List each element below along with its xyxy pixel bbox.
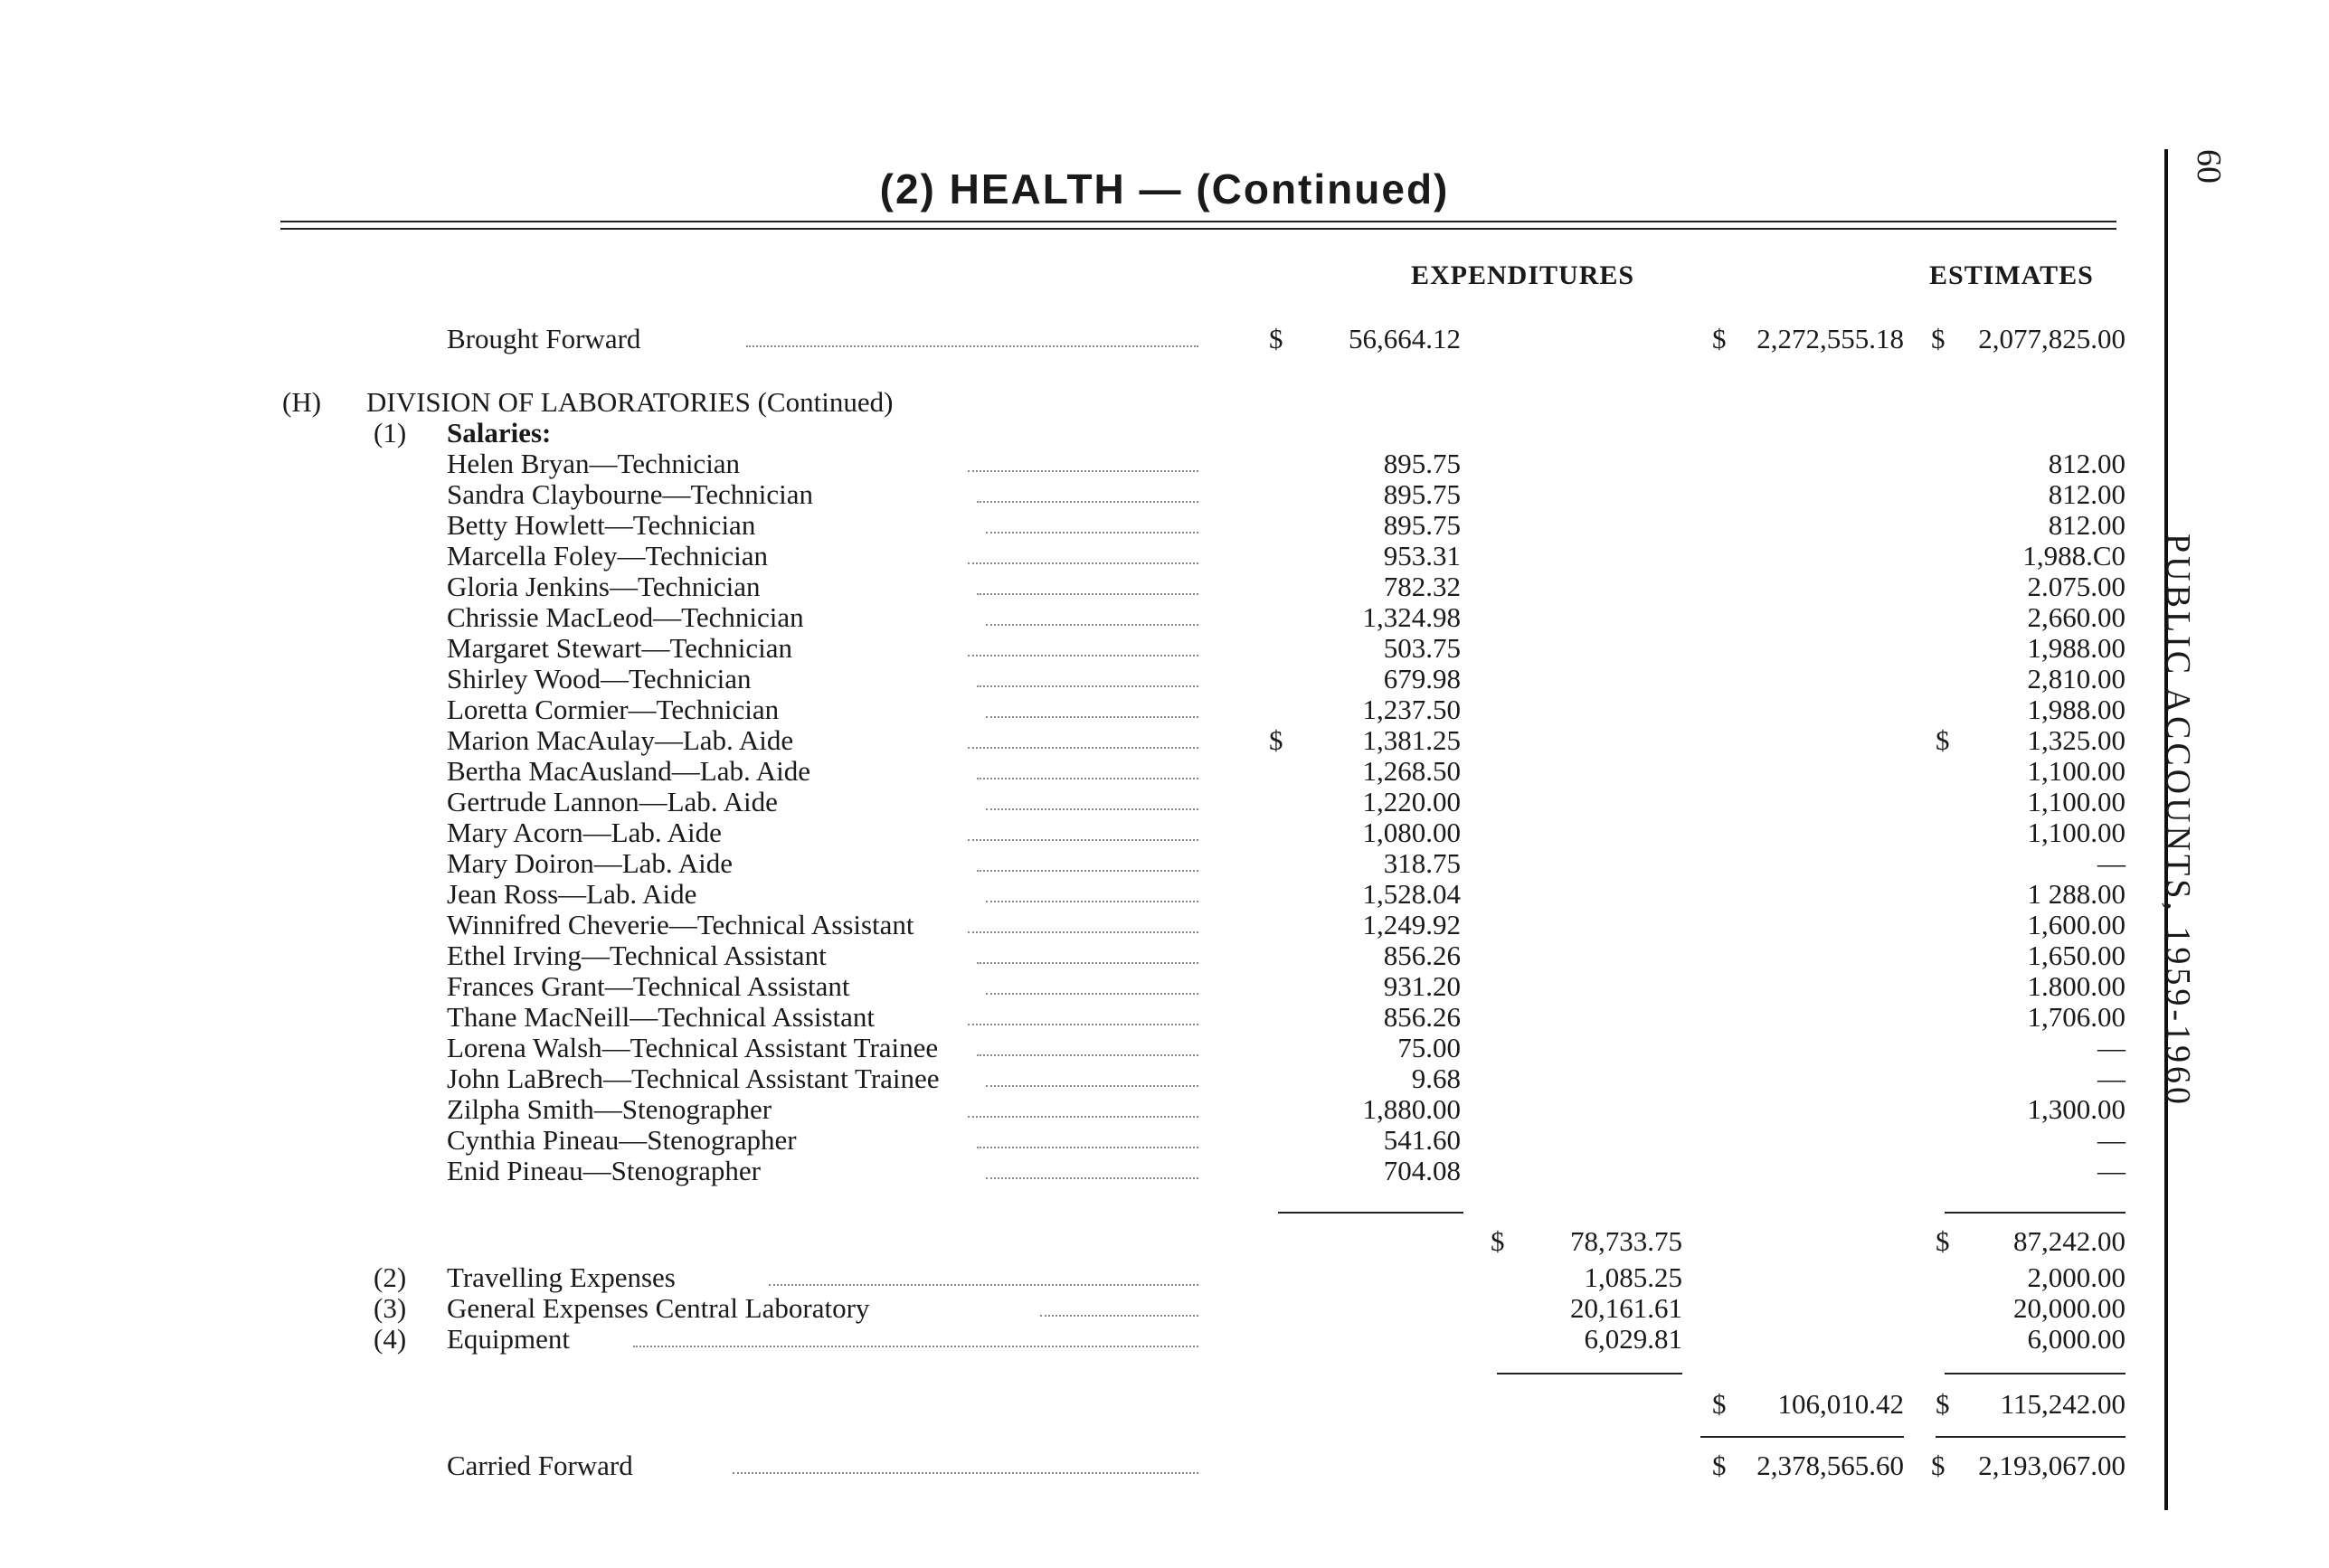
salary-expenditure: 9.68 xyxy=(1411,1063,1461,1094)
expenditure-total-rule xyxy=(1497,1373,1682,1374)
item-estimate: 2,000.00 xyxy=(2027,1261,2125,1293)
employee-name: Lorena Walsh—Technical Assistant Trainee xyxy=(447,1032,939,1063)
leader-dots xyxy=(968,1094,1198,1118)
salaries-heading-row xyxy=(0,418,2329,449)
salaries-total-expenditure: 78,733.75 xyxy=(1570,1225,1682,1257)
carried-forward-estimate-rule xyxy=(1936,1436,2125,1438)
division-total-expenditure: 106,010.42 xyxy=(1777,1388,1904,1420)
brought-forward-label: Brought Forward xyxy=(447,323,641,354)
page-title: (2) HEALTH — (Continued) xyxy=(879,165,1450,213)
title-rule-lower xyxy=(280,228,2116,230)
leader-dots xyxy=(977,756,1198,779)
salary-expenditure: 856.26 xyxy=(1383,940,1461,971)
employee-name: Winnifred Cheverie—Technical Assistant xyxy=(447,909,914,940)
carried-forward-estimate: 2,193,067.00 xyxy=(1978,1450,2125,1481)
leader-dots xyxy=(977,664,1198,687)
employee-name: Margaret Stewart—Technician xyxy=(447,632,793,664)
employee-name: Loretta Cormier—Technician xyxy=(447,694,780,725)
item-estimate: 6,000.00 xyxy=(2027,1323,2125,1355)
division-marker: (H) xyxy=(282,386,322,418)
leader-dots xyxy=(977,1033,1198,1056)
employee-name: Shirley Wood—Technician xyxy=(447,663,752,694)
table-row xyxy=(0,787,2329,817)
employee-name: Frances Grant—Technical Assistant xyxy=(447,970,850,1002)
leader-dots xyxy=(968,910,1198,933)
salary-estimate: 2.075.00 xyxy=(2027,571,2125,602)
currency-sign: $ xyxy=(1936,724,1950,756)
currency-sign: $ xyxy=(1269,323,1283,354)
salary-expenditure: 895.75 xyxy=(1383,448,1461,479)
currency-sign: $ xyxy=(1269,724,1283,756)
table-row xyxy=(0,848,2329,879)
salary-expenditure: 1,249.92 xyxy=(1362,909,1461,940)
salary-estimate: 812.00 xyxy=(2048,509,2125,541)
salary-estimate: 1,325.00 xyxy=(2027,724,2125,756)
leader-dots xyxy=(968,633,1198,656)
expenditure-subtotal-rule xyxy=(1278,1212,1463,1214)
salaries-total-row xyxy=(0,1226,2329,1257)
employee-name: Mary Doiron—Lab. Aide xyxy=(447,847,733,879)
leader-dots xyxy=(746,324,1198,347)
currency-sign: $ xyxy=(1712,1450,1727,1481)
table-row xyxy=(0,817,2329,848)
salary-expenditure: 679.98 xyxy=(1383,663,1461,694)
item-marker: (4) xyxy=(374,1323,407,1355)
salary-expenditure: 318.75 xyxy=(1383,847,1461,879)
salary-expenditure: 1,880.00 xyxy=(1362,1093,1461,1125)
table-row xyxy=(0,541,2329,571)
salary-expenditure: 1,080.00 xyxy=(1362,817,1461,848)
table-row xyxy=(0,910,2329,940)
salary-expenditure: 1,324.98 xyxy=(1362,601,1461,633)
table-row xyxy=(0,1293,2329,1324)
currency-sign: $ xyxy=(1712,1388,1727,1420)
salary-expenditure: 895.75 xyxy=(1383,478,1461,510)
running-header: PUBLIC ACCOUNTS, 1959-1960 xyxy=(2159,534,2197,1108)
table-row xyxy=(0,1033,2329,1063)
salary-estimate: 1,988.00 xyxy=(2027,632,2125,664)
employee-name: Gloria Jenkins—Technician xyxy=(447,571,761,602)
salaries-total-estimate: 87,242.00 xyxy=(2013,1225,2125,1257)
table-row xyxy=(0,756,2329,787)
table-row xyxy=(0,479,2329,510)
employee-name: Sandra Claybourne—Technician xyxy=(447,478,813,510)
leader-dots xyxy=(986,787,1198,810)
table-row xyxy=(0,1324,2329,1355)
title-rule-upper xyxy=(280,221,2116,222)
employee-name: Helen Bryan—Technician xyxy=(447,448,741,479)
table-row xyxy=(0,940,2329,971)
salary-expenditure: 895.75 xyxy=(1383,509,1461,541)
leader-dots xyxy=(986,879,1198,902)
leader-dots xyxy=(968,449,1198,472)
table-row xyxy=(0,449,2329,479)
table-row xyxy=(0,1262,2329,1293)
salary-estimate: 1,100.00 xyxy=(2027,817,2125,848)
salary-expenditure: 931.20 xyxy=(1383,970,1461,1002)
salary-expenditure: 1,268.50 xyxy=(1362,755,1461,787)
salary-estimate: — xyxy=(2097,1063,2125,1094)
salary-estimate: 812.00 xyxy=(2048,478,2125,510)
employee-name: Betty Howlett—Technician xyxy=(447,509,756,541)
salary-estimate: 1.800.00 xyxy=(2027,970,2125,1002)
leader-dots xyxy=(986,1063,1198,1087)
table-row xyxy=(0,1094,2329,1125)
salary-expenditure: 1,528.04 xyxy=(1362,878,1461,910)
salary-estimate: 1,988.C0 xyxy=(2022,540,2125,571)
expenditures-heading: EXPENDITURES xyxy=(1411,260,1635,290)
table-row xyxy=(0,694,2329,725)
division-title: DIVISION OF LABORATORIES (Continued) xyxy=(366,386,894,418)
salary-expenditure: 75.00 xyxy=(1397,1032,1461,1063)
salary-estimate: — xyxy=(2097,847,2125,879)
leader-dots xyxy=(986,694,1198,718)
currency-sign: $ xyxy=(1936,1225,1950,1257)
salary-estimate: 1,988.00 xyxy=(2027,694,2125,725)
leader-dots xyxy=(986,971,1198,995)
table-row xyxy=(0,1002,2329,1033)
item-marker: (2) xyxy=(374,1261,407,1293)
employee-name: Ethel Irving—Technical Assistant xyxy=(447,940,827,971)
employee-name: Thane MacNeill—Technical Assistant xyxy=(447,1001,876,1033)
item-marker: (3) xyxy=(374,1292,407,1324)
estimate-total-rule xyxy=(1945,1373,2125,1374)
item-label: General Expenses Central Laboratory xyxy=(447,1292,870,1324)
salary-estimate: 1,600.00 xyxy=(2027,909,2125,940)
brought-forward-row xyxy=(0,324,2329,354)
table-row xyxy=(0,1125,2329,1156)
item-label: Equipment xyxy=(447,1323,571,1355)
employee-name: Marion MacAulay—Lab. Aide xyxy=(447,724,794,756)
salary-estimate: 1,650.00 xyxy=(2027,940,2125,971)
carried-forward-total: 2,378,565.60 xyxy=(1756,1450,1904,1481)
employee-name: John LaBrech—Technical Assistant Trainee xyxy=(447,1063,940,1094)
table-row xyxy=(0,602,2329,633)
leader-dots xyxy=(733,1450,1198,1474)
salary-expenditure: 1,220.00 xyxy=(1362,786,1461,817)
brought-forward-estimate: 2,077,825.00 xyxy=(1978,323,2125,354)
salary-expenditure: 1,381.25 xyxy=(1362,724,1461,756)
brought-forward-total: 2,272,555.18 xyxy=(1756,323,1904,354)
leader-dots xyxy=(977,940,1198,964)
employee-name: Gertrude Lannon—Lab. Aide xyxy=(447,786,778,817)
table-row xyxy=(0,510,2329,541)
salary-expenditure: 856.26 xyxy=(1383,1001,1461,1033)
salary-estimate: — xyxy=(2097,1032,2125,1063)
leader-dots xyxy=(968,817,1198,841)
leader-dots xyxy=(986,602,1198,626)
salary-estimate: 2,660.00 xyxy=(2027,601,2125,633)
employee-name: Cynthia Pineau—Stenographer xyxy=(447,1124,797,1156)
item-expenditure: 20,161.61 xyxy=(1570,1292,1682,1324)
table-row xyxy=(0,571,2329,602)
division-total-row xyxy=(0,1389,2329,1420)
estimates-heading: ESTIMATES xyxy=(1929,260,2094,290)
table-row xyxy=(0,633,2329,664)
salary-estimate: 1 288.00 xyxy=(2027,878,2125,910)
carried-forward-label: Carried Forward xyxy=(447,1450,633,1481)
table-row xyxy=(0,971,2329,1002)
leader-dots xyxy=(977,571,1198,595)
currency-sign: $ xyxy=(1931,1450,1946,1481)
table-row xyxy=(0,1156,2329,1186)
leader-dots xyxy=(977,1125,1198,1148)
item-expenditure: 6,029.81 xyxy=(1584,1323,1682,1355)
salary-estimate: — xyxy=(2097,1124,2125,1156)
salaries-label: Salaries: xyxy=(447,417,552,449)
leader-dots xyxy=(769,1262,1198,1286)
carried-forward-row xyxy=(0,1450,2329,1481)
division-heading-row xyxy=(0,387,2329,418)
currency-sign: $ xyxy=(1936,1388,1950,1420)
salary-expenditure: 503.75 xyxy=(1383,632,1461,664)
employee-name: Zilpha Smith—Stenographer xyxy=(447,1093,772,1125)
salary-estimate: 1,300.00 xyxy=(2027,1093,2125,1125)
leader-dots xyxy=(968,541,1198,564)
employee-name: Chrissie MacLeod—Technician xyxy=(447,601,804,633)
employee-name: Mary Acorn—Lab. Aide xyxy=(447,817,722,848)
employee-name: Jean Ross—Lab. Aide xyxy=(447,878,697,910)
salary-estimate: — xyxy=(2097,1155,2125,1186)
salary-expenditure: 541.60 xyxy=(1383,1124,1461,1156)
table-row xyxy=(0,879,2329,910)
item-expenditure: 1,085.25 xyxy=(1584,1261,1682,1293)
salary-expenditure: 1,237.50 xyxy=(1362,694,1461,725)
leader-dots xyxy=(968,1002,1198,1025)
leader-dots xyxy=(1040,1293,1198,1317)
leader-dots xyxy=(968,725,1198,749)
item-estimate: 20,000.00 xyxy=(2013,1292,2125,1324)
item-label: Travelling Expenses xyxy=(447,1261,676,1293)
salaries-marker: (1) xyxy=(374,417,407,449)
estimate-subtotal-rule xyxy=(1945,1212,2125,1214)
employee-name: Enid Pineau—Stenographer xyxy=(447,1155,761,1186)
table-row xyxy=(0,664,2329,694)
salary-estimate: 1,100.00 xyxy=(2027,755,2125,787)
table-row xyxy=(0,725,2329,756)
salary-expenditure: 953.31 xyxy=(1383,540,1461,571)
salary-expenditure: 782.32 xyxy=(1383,571,1461,602)
leader-dots xyxy=(986,510,1198,534)
employee-name: Marcella Foley—Technician xyxy=(447,540,769,571)
salary-expenditure: 704.08 xyxy=(1383,1155,1461,1186)
table-row xyxy=(0,1063,2329,1094)
carried-forward-rule xyxy=(1700,1436,1904,1438)
division-total-estimate: 115,242.00 xyxy=(2000,1388,2125,1420)
salary-estimate: 1,706.00 xyxy=(2027,1001,2125,1033)
currency-sign: $ xyxy=(1712,323,1727,354)
currency-sign: $ xyxy=(1931,323,1946,354)
currency-sign: $ xyxy=(1491,1225,1505,1257)
leader-dots xyxy=(633,1324,1198,1347)
leader-dots xyxy=(977,848,1198,872)
leader-dots xyxy=(986,1156,1198,1179)
leader-dots xyxy=(977,479,1198,503)
page-number: 60 xyxy=(2190,149,2228,184)
employee-name: Bertha MacAusland—Lab. Aide xyxy=(447,755,811,787)
salary-estimate: 2,810.00 xyxy=(2027,663,2125,694)
brought-forward-expenditure: 56,664.12 xyxy=(1349,323,1461,354)
salary-estimate: 1,100.00 xyxy=(2027,786,2125,817)
salary-estimate: 812.00 xyxy=(2048,448,2125,479)
